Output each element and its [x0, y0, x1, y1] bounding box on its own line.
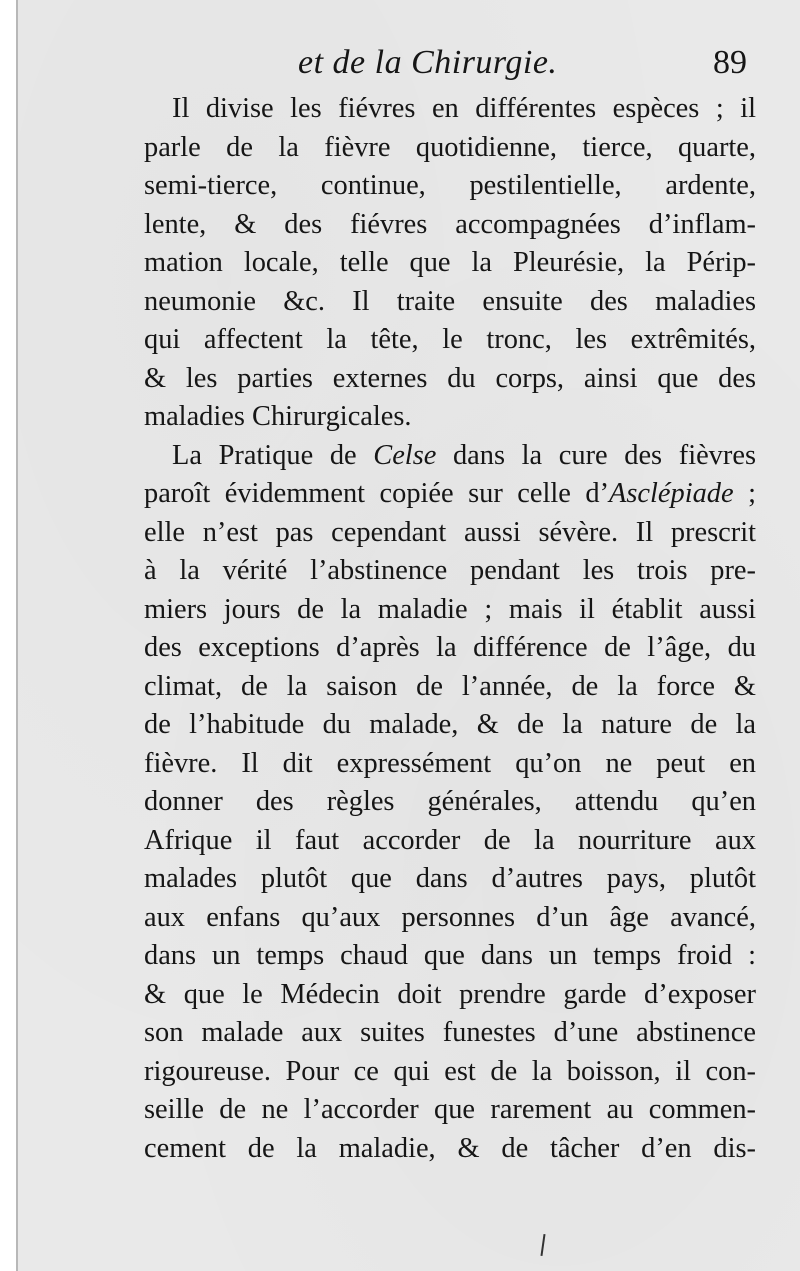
text-line: à la vérité l’abstinence pendant les trois pre- — [144, 555, 756, 586]
text-line: fièvre. Il dit expressément qu’on ne peut en — [144, 747, 756, 779]
text-line: donner des règles générales, attendu qu’en — [144, 786, 756, 817]
text-run: La Pratique de — [172, 439, 374, 471]
text-line: & que le Médecin doit prendre garde d’exposer — [144, 978, 756, 1010]
text-run: ; — [733, 478, 756, 509]
text-line: dans un temps chaud que dans un temps froid : — [144, 940, 756, 971]
text-run: paroît évidemment copiée sur celle d’ — [144, 478, 610, 509]
text-line: cement de la maladie, & de tâcher d’en dis- — [144, 1132, 756, 1164]
text-line: maladies Chirurgicales. — [144, 401, 412, 432]
text-line: de l’habitude du malade, & de la nature de la — [144, 709, 756, 740]
text-line: & les parties externes du corps, ainsi que des — [144, 362, 756, 394]
page-edge — [16, 0, 18, 1271]
text-line: qui affectent la tête, le tronc, les extrêmités, — [144, 324, 756, 355]
scan-margin — [0, 0, 16, 1271]
text-line: climat, de la saison de l’année, de la force & — [144, 670, 756, 702]
text-line: son malade aux suites funestes d’une abstinence — [144, 1017, 756, 1048]
paragraph-1 — [144, 90, 756, 437]
text-line: malades plutôt que dans d’autres pays, plutôt — [144, 863, 756, 894]
text-line: Afrique il faut accorder de la nourriture aux — [144, 824, 756, 856]
author-name-asclepiade: Asclépiade — [609, 478, 734, 509]
text-line: mation locale, telle que la Pleurésie, la Périp- — [144, 247, 756, 278]
text-line: semi-tierce, continue, pestilentielle, ardente, — [144, 170, 756, 201]
text-line: rigoureuse. Pour ce qui est de la boisson, il con- — [144, 1055, 756, 1087]
text-line — [144, 475, 756, 514]
text-line: neumonie &c. Il traite ensuite des maladies — [144, 285, 756, 317]
text-run: dans la cure des fièvres — [436, 439, 756, 471]
text-line: elle n’est pas cependant aussi sévère. Il prescrit — [144, 516, 756, 548]
ink-mark — [540, 1234, 545, 1256]
text-line: des exceptions d’après la différence de l’âge, du — [144, 632, 756, 663]
running-head: et de la Chirurgie. — [298, 44, 558, 81]
text-line: parle de la fièvre quotidienne, tierce, quarte, — [144, 131, 756, 163]
page-number: 89 — [713, 44, 747, 81]
text-line: aux enfans qu’aux personnes d’un âge avancé, — [144, 901, 756, 933]
text-line: Il divise les fiévres en différentes espèces ; il — [172, 93, 756, 124]
text-line — [144, 437, 756, 476]
paragraph-2 — [144, 437, 756, 1169]
body-text — [144, 90, 756, 1168]
text-line: seille de ne l’accorder que rarement au commen- — [144, 1094, 756, 1125]
text-line: miers jours de la maladie ; mais il établit aussi — [144, 593, 756, 625]
text-line: lente, & des fiévres accompagnées d’inflam- — [144, 208, 756, 240]
author-name-celse: Celse — [373, 439, 437, 471]
